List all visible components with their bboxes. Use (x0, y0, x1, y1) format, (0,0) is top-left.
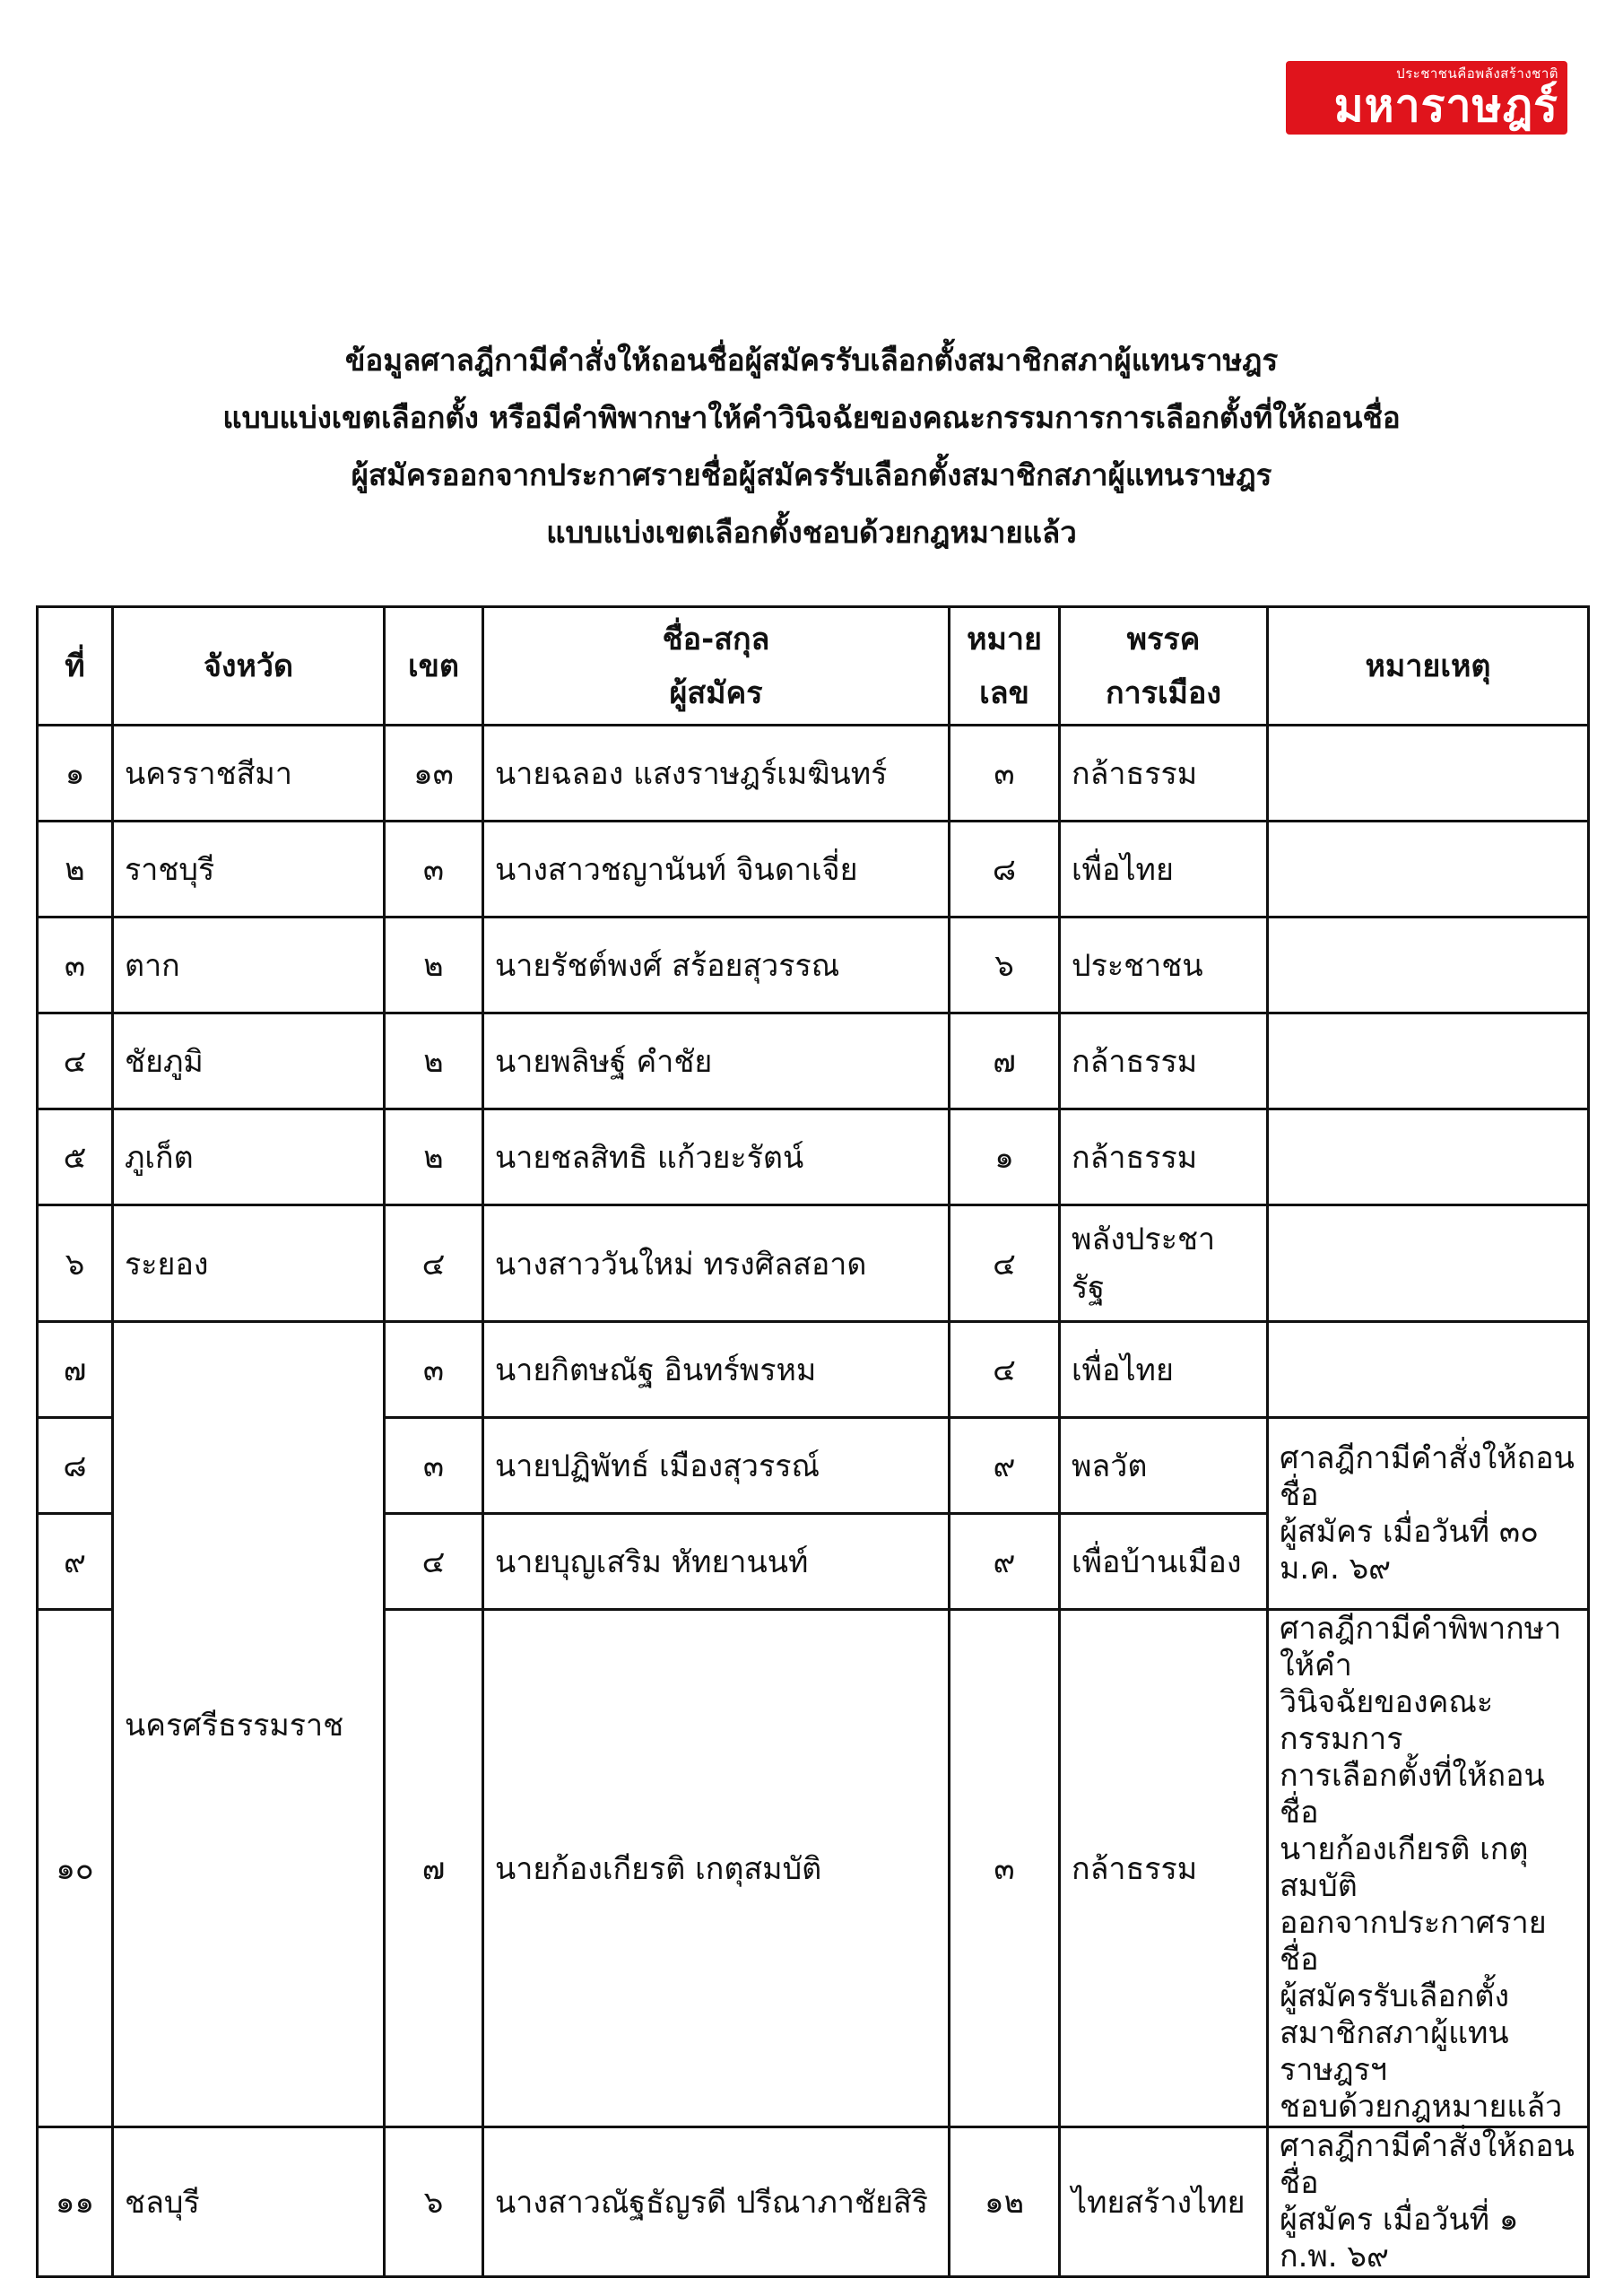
candidate-table (36, 605, 1590, 2278)
cell-district: ๒ (385, 1013, 483, 1109)
cell-district: ๑๓ (385, 726, 483, 822)
remark-line: นายก้องเกียรติ เกตุสมบัติ (1280, 1831, 1529, 1904)
cell-no: ๘ (38, 1418, 113, 1514)
cell-name: นายฉลอง แสงราษฎร์เมฆินทร์ (483, 726, 950, 822)
cell-district: ๓ (385, 1322, 483, 1418)
cell-remark (1268, 2127, 1589, 2277)
cell-remark (1268, 918, 1589, 1013)
cell-name: นางสาววันใหม่ ทรงศิลสอาด (483, 1205, 950, 1322)
remark-line: การเลือกตั้งที่ให้ถอนชื่อ (1280, 1758, 1545, 1831)
cell-number: ๙ (950, 1418, 1060, 1514)
cell-number: ๔ (950, 1322, 1060, 1418)
cell-remark (1268, 1013, 1589, 1109)
table-row (38, 822, 1589, 918)
title-line-3: ผู้สมัครออกจากประกาศรายชื่อผู้สมัครรับเลือกตั้งสมาชิกสภาผู้แทนราษฎร (351, 457, 1272, 492)
cell-number: ๔ (950, 1205, 1060, 1322)
remark-line: ออกจากประกาศรายชื่อ (1280, 1905, 1547, 1978)
cell-party: เพื่อบ้านเมือง (1060, 1514, 1268, 1610)
header-name-line1: ชื่อ-สกุล (662, 621, 770, 657)
cell-district: ๓ (385, 822, 483, 918)
cell-name: นายพลิษฐ์ คำชัย (483, 1013, 950, 1109)
cell-number: ๙ (950, 1514, 1060, 1610)
title-line-2: แบบแบ่งเขตเลือกตั้ง หรือมีคำพิพากษาให้คำวินิจฉัยของคณะกรรมการการเลือกตั้งที่ให้ถอนชื่อ (222, 400, 1401, 435)
remark-line: ผู้สมัครรับเลือกตั้ง (1280, 1979, 1510, 2014)
remark-line: วินิจฉัยของคณะกรรมการ (1280, 1684, 1494, 1757)
remark-line: ผู้สมัคร เมื่อวันที่ ๓๐ ม.ค. ๖๙ (1280, 1513, 1539, 1587)
header-party (1060, 607, 1268, 726)
cell-remark (1268, 1109, 1589, 1205)
title-line-1: ข้อมูลศาลฎีกามีคำสั่งให้ถอนชื่อผู้สมัครรับเลือกตั้งสมาชิกสภาผู้แทนราษฎร (344, 343, 1279, 378)
remark-line: ศาลฎีกามีคำสั่งให้ถอนชื่อ (1280, 1439, 1575, 1513)
cell-number: ๗ (950, 1013, 1060, 1109)
cell-no: ๔ (38, 1013, 113, 1109)
cell-no: ๓ (38, 918, 113, 1013)
header-number (950, 607, 1060, 726)
cell-number: ๘ (950, 822, 1060, 918)
cell-party-line1: พลังประชา (1072, 1221, 1216, 1257)
cell-remark (1268, 726, 1589, 822)
cell-remark (1268, 1322, 1589, 1418)
table-header-row (38, 607, 1589, 726)
document-title (0, 332, 1623, 561)
remark-line: สมาชิกสภาผู้แทนราษฎรฯ (1280, 2015, 1509, 2088)
table-row (38, 1013, 1589, 1109)
cell-district: ๔ (385, 1205, 483, 1322)
cell-number: ๓ (950, 1610, 1060, 2127)
cell-no: ๙ (38, 1514, 113, 1610)
cell-province: ระยอง (113, 1205, 385, 1322)
cell-district: ๓ (385, 1418, 483, 1514)
cell-district: ๒ (385, 1109, 483, 1205)
header-number-line1: หมาย (967, 621, 1042, 657)
cell-province: ชลบุรี (113, 2127, 385, 2277)
table-row (38, 1322, 1589, 1418)
header-no: ที่ (38, 607, 113, 726)
cell-name: นายรัชต์พงศ์ สร้อยสุวรรณ (483, 918, 950, 1013)
cell-province: ตาก (113, 918, 385, 1013)
cell-name: นายก้องเกียรติ เกตุสมบัติ (483, 1610, 950, 2127)
cell-province: ชัยภูมิ (113, 1013, 385, 1109)
cell-party: ประชาชน (1060, 918, 1268, 1013)
title-line-4: แบบแบ่งเขตเลือกตั้งชอบด้วยกฎหมายแล้ว (546, 515, 1077, 550)
cell-party: กล้าธรรม (1060, 1013, 1268, 1109)
cell-number: ๑ (950, 1109, 1060, 1205)
cell-party: เพื่อไทย (1060, 822, 1268, 918)
cell-province: ภูเก็ต (113, 1109, 385, 1205)
table-row (38, 1109, 1589, 1205)
cell-no: ๑๑ (38, 2127, 113, 2277)
cell-name: นายกิตษณัฐ อินทร์พรหม (483, 1322, 950, 1418)
cell-remark-merged (1268, 1418, 1589, 1610)
cell-remark (1268, 1205, 1589, 1322)
cell-name: นางสาวชญานันท์ จินดาเจี่ย (483, 822, 950, 918)
cell-number: ๖ (950, 918, 1060, 1013)
cell-province: ราชบุรี (113, 822, 385, 918)
cell-name: นายบุญเสริม หัทยานนท์ (483, 1514, 950, 1610)
header-party-line2: การเมือง (1106, 674, 1221, 711)
header-province: จังหวัด (113, 607, 385, 726)
cell-party (1060, 1205, 1268, 1322)
logo-tagline: ประชาชนคือพลังสร้างชาติ (1396, 65, 1558, 82)
header-district: เขต (385, 607, 483, 726)
table-row (38, 726, 1589, 822)
cell-name: นายชลสิทธิ แก้วยะรัตน์ (483, 1109, 950, 1205)
cell-party: กล้าธรรม (1060, 726, 1268, 822)
logo-name: มหาราษฎร์ (1333, 79, 1558, 132)
table-row (38, 1205, 1589, 1322)
cell-name: นางสาวณัฐธัญรดี ปรีณาภาชัยสิริ (483, 2127, 950, 2277)
cell-district: ๖ (385, 2127, 483, 2277)
cell-number: ๑๒ (950, 2127, 1060, 2277)
cell-party: เพื่อไทย (1060, 1322, 1268, 1418)
cell-remark (1268, 1610, 1589, 2127)
header-name-line2: ผู้สมัคร (669, 674, 763, 711)
cell-party: พลวัต (1060, 1418, 1268, 1514)
remark-line: ศาลฎีกามีคำพิพากษาให้คำ (1280, 1611, 1562, 1683)
table-row (38, 918, 1589, 1013)
cell-province: นครราชสีมา (113, 726, 385, 822)
cell-district: ๔ (385, 1514, 483, 1610)
cell-no: ๑๐ (38, 1610, 113, 2127)
cell-party-line2: รัฐ (1072, 1269, 1106, 1306)
cell-no: ๒ (38, 822, 113, 918)
cell-name: นายปฏิพัทธ์ เมืองสุวรรณ์ (483, 1418, 950, 1514)
cell-district: ๒ (385, 918, 483, 1013)
newspaper-logo (1286, 61, 1567, 135)
table-row (38, 2127, 1589, 2277)
cell-number: ๓ (950, 726, 1060, 822)
cell-no: ๖ (38, 1205, 113, 1322)
cell-remark (1268, 822, 1589, 918)
remark-line: ชอบด้วยกฎหมายแล้ว (1280, 2089, 1563, 2125)
cell-party: ไทยสร้างไทย (1060, 2127, 1268, 2277)
header-number-line2: เลข (979, 674, 1029, 711)
cell-province-merged: นครศรีธรรมราช (113, 1322, 385, 2127)
cell-no: ๑ (38, 726, 113, 822)
header-name (483, 607, 950, 726)
remark-line: ผู้สมัคร เมื่อวันที่ ๑ ก.พ. ๖๙ (1280, 2202, 1519, 2274)
cell-no: ๕ (38, 1109, 113, 1205)
header-party-line1: พรรค (1126, 621, 1201, 657)
cell-party: กล้าธรรม (1060, 1109, 1268, 1205)
cell-party: กล้าธรรม (1060, 1610, 1268, 2127)
cell-no: ๗ (38, 1322, 113, 1418)
cell-district: ๗ (385, 1610, 483, 2127)
header-remark: หมายเหตุ (1268, 607, 1589, 726)
remark-line: ศาลฎีกามีคำสั่งให้ถอนชื่อ (1280, 2128, 1575, 2201)
